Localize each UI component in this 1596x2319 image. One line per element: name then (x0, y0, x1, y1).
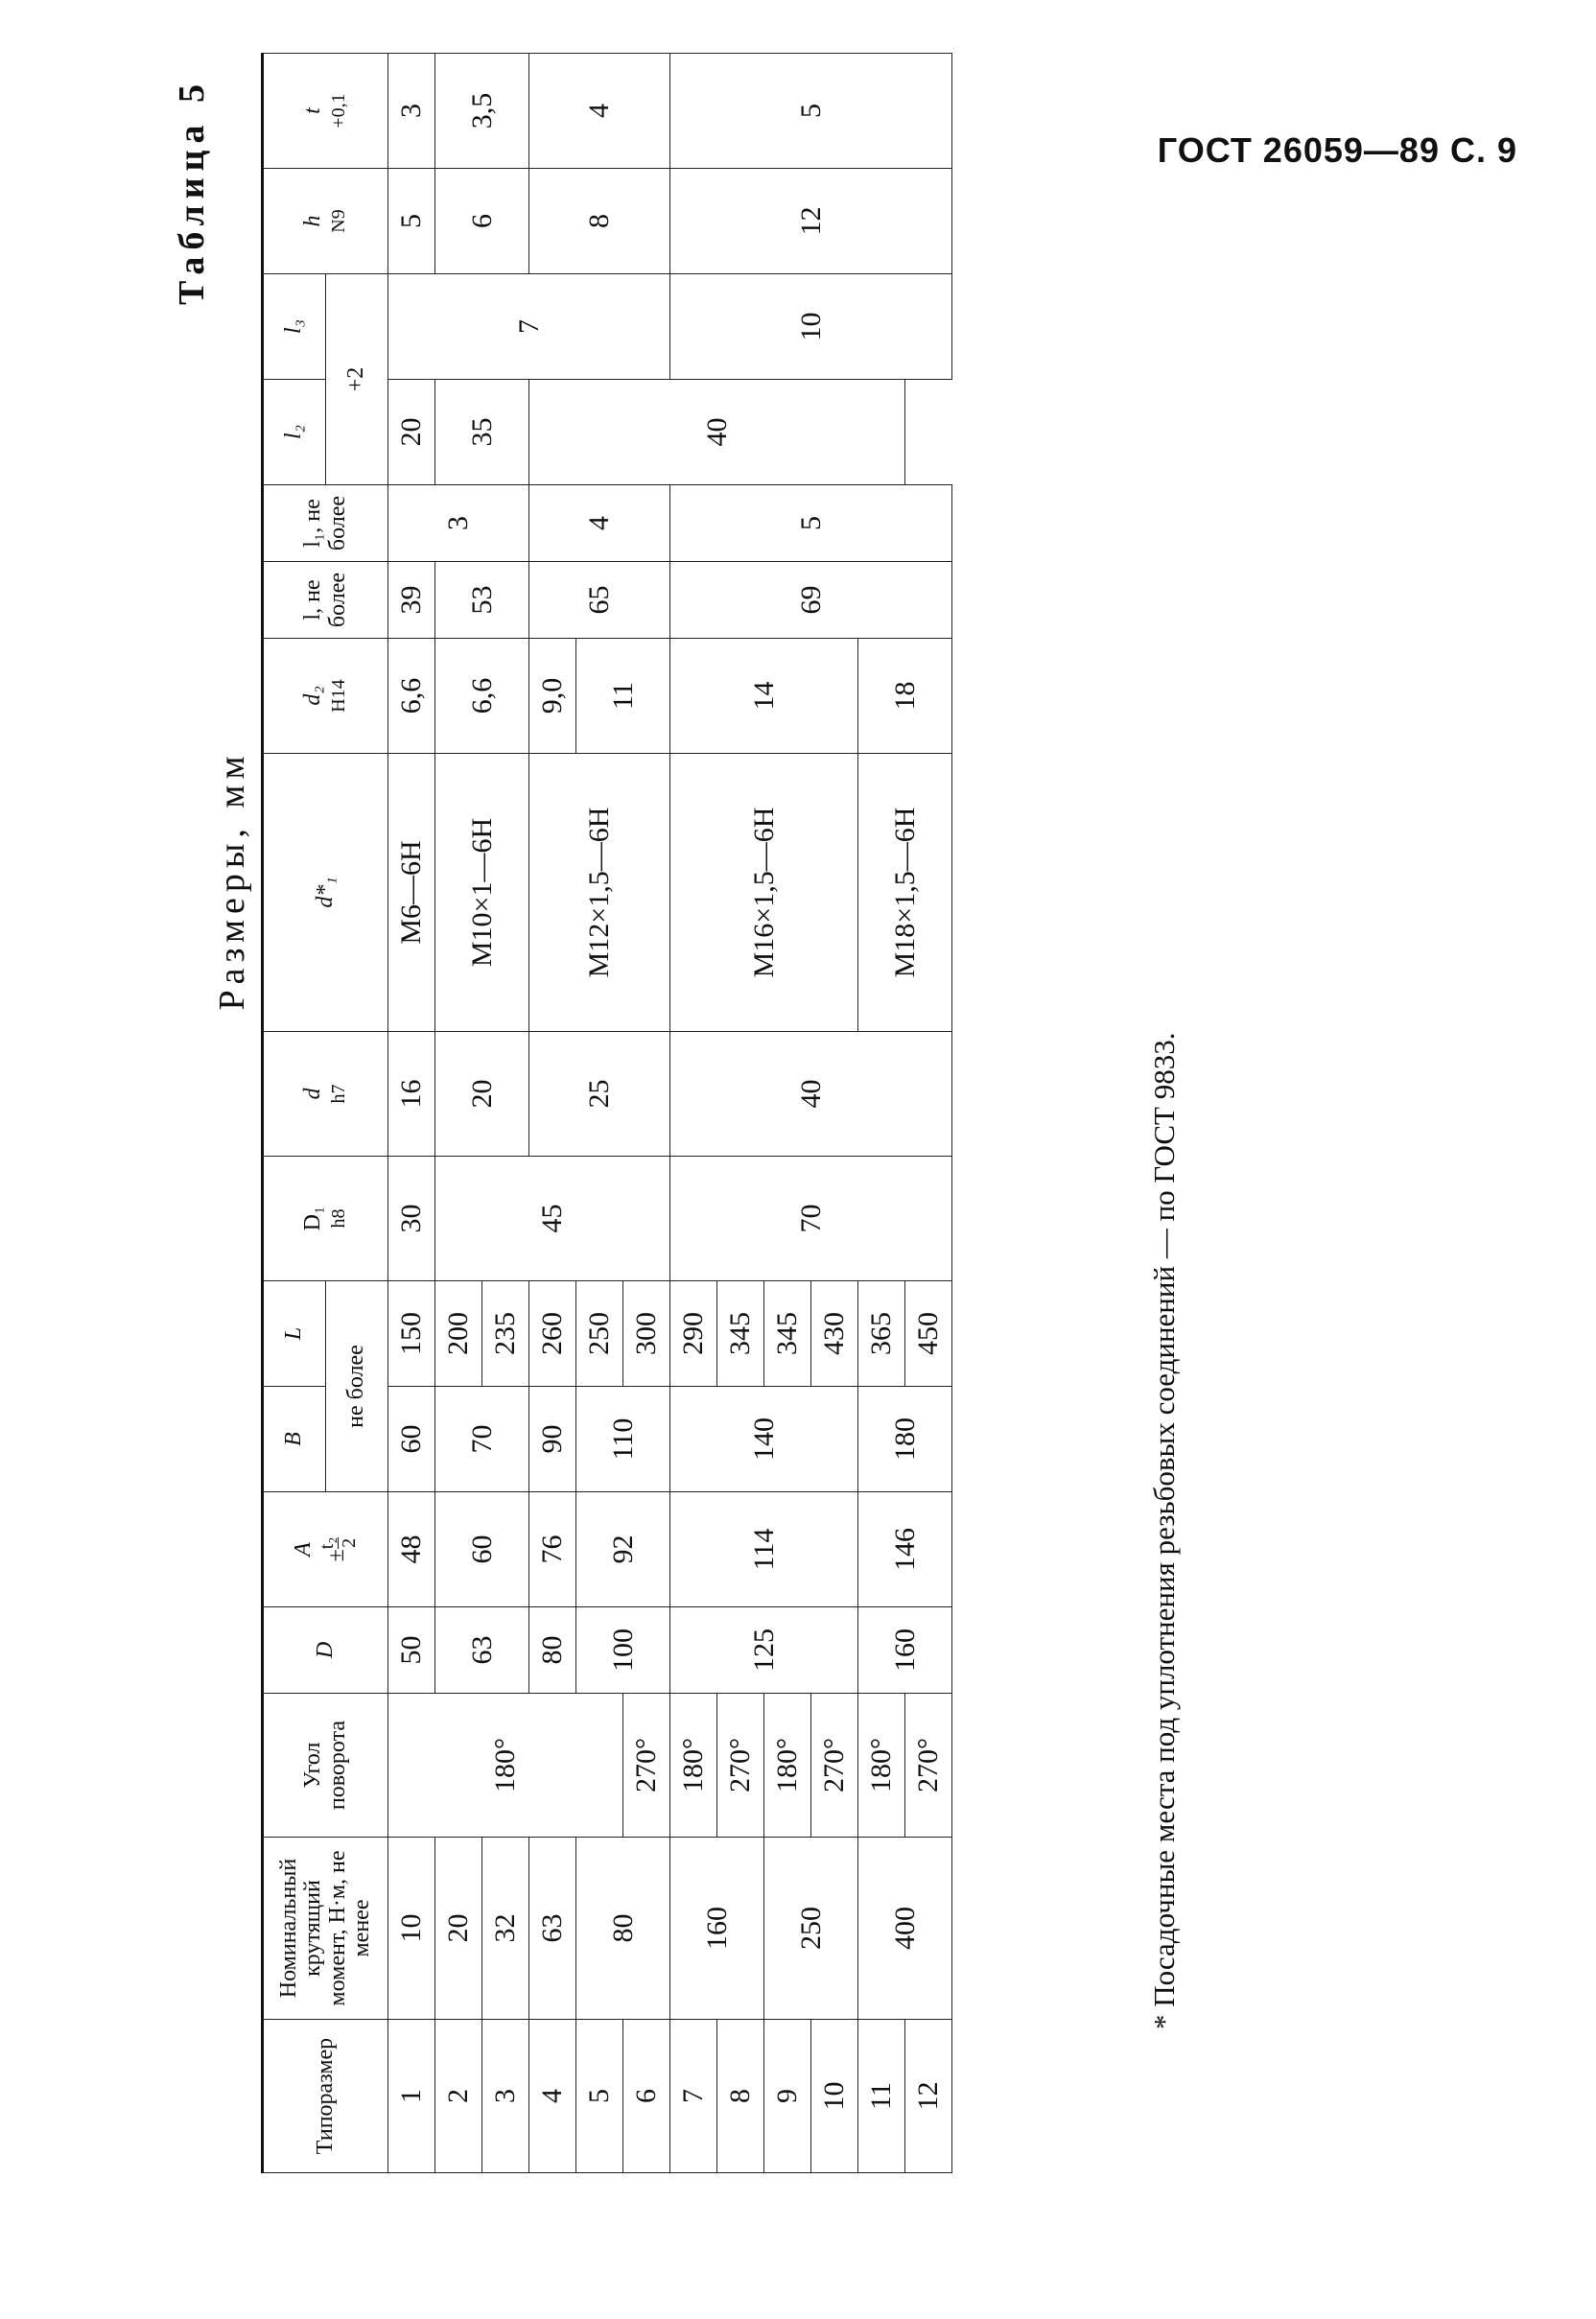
cell-t: 3 (388, 54, 435, 169)
cell-n: 10 (811, 2020, 858, 2173)
col-A-num: t₂ (316, 1536, 338, 1550)
col-t (263, 54, 388, 169)
cell-n: 9 (764, 2020, 811, 2173)
cell-d: 25 (529, 1032, 670, 1157)
cell-ugol: 270° (623, 1694, 670, 1838)
cell-n: 4 (529, 2020, 576, 2173)
cell-A: 48 (388, 1492, 435, 1607)
col-h-tol: N9 (327, 209, 349, 233)
col-l2l3-plus2: +2 (326, 274, 388, 485)
cell-l1: 4 (529, 485, 670, 562)
cell-ugol: 270° (905, 1694, 952, 1838)
cell-t: 3,5 (435, 54, 529, 169)
col-l: l, не более (263, 562, 388, 639)
document-header: ГОСТ 26059—89 С. 9 (1157, 130, 1517, 170)
cell-d2: 9,0 (529, 639, 576, 754)
cell-n: 1 (388, 2020, 435, 2173)
cell-D: 50 (388, 1607, 435, 1694)
cell-h: 5 (388, 169, 435, 274)
cell-ugol: 270° (811, 1694, 858, 1838)
col-l3: l₃ (263, 274, 326, 380)
col-l1: l₁, не более (263, 485, 388, 562)
cell-L: 430 (811, 1281, 858, 1387)
cell-d2: 14 (670, 639, 858, 754)
cell-n: 2 (435, 2020, 482, 2173)
cell-h: 6 (435, 169, 529, 274)
cell-D1: 70 (670, 1157, 952, 1281)
cell-moment: 32 (482, 1838, 529, 2020)
cell-D1: 30 (388, 1157, 435, 1281)
cell-d2: 6,6 (435, 639, 529, 754)
col-BL-ne-bolee: не более (326, 1281, 388, 1492)
cell-t: 5 (670, 54, 952, 169)
col-D1 (263, 1157, 388, 1281)
col-d-tol: h7 (327, 1084, 349, 1104)
dimensions-table (261, 53, 952, 2173)
cell-L: 150 (388, 1281, 435, 1387)
cell-L: 345 (764, 1281, 811, 1387)
col-d-symbol: d (300, 1088, 326, 1100)
col-t-tol: +0,1 (327, 93, 349, 129)
cell-l3: 10 (670, 274, 952, 380)
table-header-row (263, 54, 326, 2173)
cell-t: 4 (529, 54, 670, 169)
col-D1-symbol: D₁ (300, 1206, 326, 1231)
col-A-fraction (317, 1537, 360, 1550)
col-d1: d*₁ (263, 754, 388, 1032)
cell-D: 100 (576, 1607, 670, 1694)
cell-moment: 400 (858, 1838, 952, 2020)
cell-A: 146 (858, 1492, 952, 1607)
cell-ugol: 180° (388, 1694, 623, 1838)
cell-l2: 35 (435, 380, 529, 485)
cell-d1: M12×1,5—6H (529, 754, 670, 1032)
table-row (670, 54, 717, 2173)
cell-ugol: 180° (670, 1694, 717, 1838)
cell-ugol: 270° (717, 1694, 764, 1838)
cell-L: 345 (717, 1281, 764, 1387)
cell-n: 6 (623, 2020, 670, 2173)
cell-l3: 7 (388, 274, 670, 380)
cell-B: 110 (576, 1387, 670, 1492)
cell-A: 76 (529, 1492, 576, 1607)
cell-moment: 80 (576, 1838, 670, 2020)
cell-d1: M6—6H (388, 754, 435, 1032)
cell-D: 80 (529, 1607, 576, 1694)
cell-d1: M18×1,5—6H (858, 754, 952, 1032)
cell-moment: 20 (435, 1838, 482, 2020)
cell-L: 235 (482, 1281, 529, 1387)
table-caption: Размеры, мм (212, 750, 252, 1011)
cell-n: 3 (482, 2020, 529, 2173)
cell-d1: M16×1,5—6H (670, 754, 858, 1032)
cell-B: 140 (670, 1387, 858, 1492)
cell-d: 40 (670, 1032, 952, 1157)
cell-B: 60 (388, 1387, 435, 1492)
col-h (263, 169, 388, 274)
cell-l: 53 (435, 562, 529, 639)
cell-n: 11 (858, 2020, 905, 2173)
cell-d: 20 (435, 1032, 529, 1157)
cell-A: 114 (670, 1492, 858, 1607)
cell-ugol: 180° (764, 1694, 811, 1838)
col-A-pm: ± (323, 1549, 349, 1562)
col-d2-tol: H14 (327, 679, 349, 713)
col-A (263, 1492, 388, 1607)
cell-moment: 10 (388, 1838, 435, 2020)
col-t-symbol: t (300, 107, 326, 114)
col-l2: l₂ (263, 380, 326, 485)
col-tiporazmer: Типоразмер (263, 2020, 388, 2173)
col-L: L (263, 1281, 326, 1387)
cell-L: 200 (435, 1281, 482, 1387)
cell-l2: 40 (529, 380, 905, 485)
col-moment: Номинальный крутящий момент, Н·м, не менее (263, 1838, 388, 2020)
cell-D1: 45 (435, 1157, 670, 1281)
cell-D: 125 (670, 1607, 858, 1694)
cell-l: 65 (529, 562, 670, 639)
cell-B: 70 (435, 1387, 529, 1492)
cell-n: 8 (717, 2020, 764, 2173)
cell-n: 12 (905, 2020, 952, 2173)
col-B: B (263, 1387, 326, 1492)
col-A-symbol: A (291, 1542, 317, 1557)
cell-l: 69 (670, 562, 952, 639)
cell-B: 90 (529, 1387, 576, 1492)
cell-L: 300 (623, 1281, 670, 1387)
cell-L: 365 (858, 1281, 905, 1387)
cell-h: 12 (670, 169, 952, 274)
col-ugol: Угол поворота (263, 1694, 388, 1838)
col-A-den: 2 (338, 1537, 360, 1548)
cell-d: 16 (388, 1032, 435, 1157)
cell-d2: 18 (858, 639, 952, 754)
cell-L: 260 (529, 1281, 576, 1387)
table-label: Таблица 5 (172, 77, 212, 305)
cell-D: 63 (435, 1607, 529, 1694)
cell-B: 180 (858, 1387, 952, 1492)
cell-l1: 3 (388, 485, 529, 562)
col-h-symbol: h (300, 215, 326, 227)
cell-l: 39 (388, 562, 435, 639)
col-d2 (263, 639, 388, 754)
cell-A: 60 (435, 1492, 529, 1607)
cell-moment: 250 (764, 1838, 858, 2020)
cell-L: 450 (905, 1281, 952, 1387)
cell-d1: M10×1—6H (435, 754, 529, 1032)
cell-A: 92 (576, 1492, 670, 1607)
cell-d2: 6,6 (388, 639, 435, 754)
cell-moment: 63 (529, 1838, 576, 2020)
cell-d2: 11 (576, 639, 670, 754)
cell-moment: 160 (670, 1838, 764, 2020)
col-d2-symbol: d₂ (300, 686, 326, 706)
footnote: * Посадочные места под уплотнения резьбовых соединений — по ГОСТ 9833. (1147, 1032, 1181, 2029)
cell-n: 7 (670, 2020, 717, 2173)
cell-l1: 5 (670, 485, 952, 562)
cell-D: 160 (858, 1607, 952, 1694)
cell-h: 8 (529, 169, 670, 274)
cell-l2: 20 (388, 380, 435, 485)
cell-n: 5 (576, 2020, 623, 2173)
cell-ugol: 180° (858, 1694, 905, 1838)
col-d (263, 1032, 388, 1157)
col-D: D (263, 1607, 388, 1694)
col-D1-tol: h8 (327, 1208, 349, 1229)
table-row (388, 54, 435, 2173)
cell-L: 290 (670, 1281, 717, 1387)
cell-L: 250 (576, 1281, 623, 1387)
